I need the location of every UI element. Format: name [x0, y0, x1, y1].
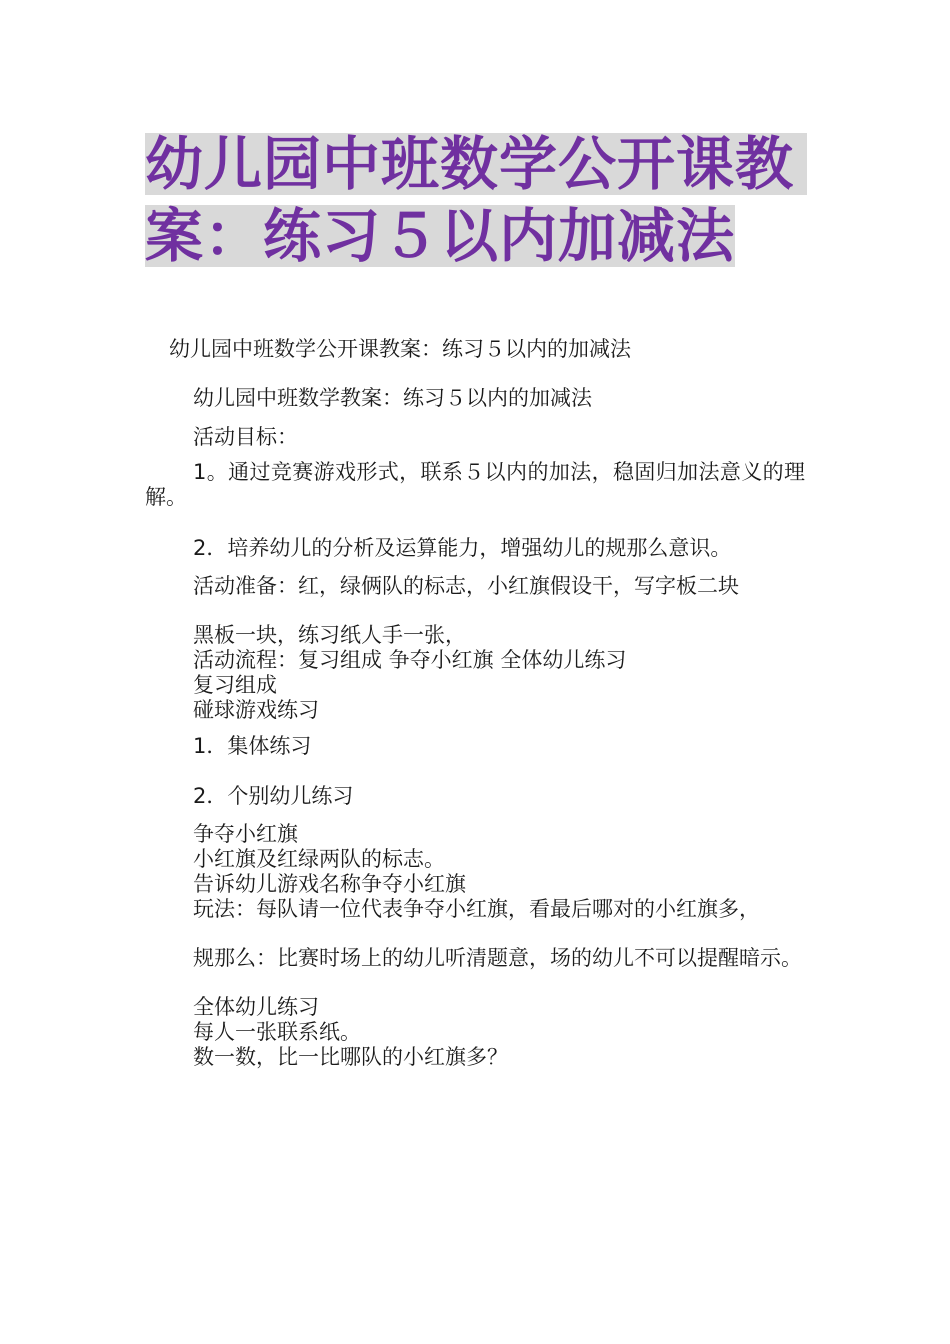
- paragraph-ball-game: 碰球游戏练习: [193, 698, 319, 722]
- document-subtitle: 幼儿园中班数学公开课教案：练习５以内的加减法: [169, 337, 631, 361]
- paragraph-flag-game: 争夺小红旗: [193, 822, 298, 846]
- document-title-line-2: 案：练习５以内加减法: [145, 202, 736, 270]
- paragraph-review: 复习组成: [193, 673, 277, 697]
- paragraph-goals-label: 活动目标：: [193, 425, 298, 449]
- paragraph-preparation: 活动准备：红，绿俩队的标志，小红旗假设干，写字板二块: [193, 574, 739, 598]
- paragraph-goal-2: 2．培养幼儿的分析及运算能力，增强幼儿的规那么意识。: [193, 536, 732, 560]
- paragraph-goal-1: 1。通过竞赛游戏形式，联系５以内的加法，稳固归加法意义的理解。: [145, 460, 805, 509]
- paragraph-materials: 黑板一块，练习纸人手一张，: [193, 623, 466, 647]
- paragraph-individual-practice: 2．个别幼儿练习: [193, 784, 354, 808]
- paragraph-gameplay: 玩法：每队请一位代表争夺小红旗，看最后哪对的小红旗多，: [193, 897, 760, 921]
- paragraph-group-practice: 1．集体练习: [193, 734, 312, 758]
- paragraph-process: 活动流程：复习组成 争夺小红旗 全体幼儿练习: [193, 648, 627, 672]
- paragraph-game-name: 告诉幼儿游戏名称争夺小红旗: [193, 872, 466, 896]
- document-title-line-1: 幼儿园中班数学公开课教: [145, 133, 807, 195]
- paragraph-heading: 幼儿园中班数学教案：练习５以内的加减法: [193, 386, 592, 410]
- paragraph-flag-materials: 小红旗及红绿两队的标志。: [193, 847, 445, 871]
- paragraph-whole-class: 全体幼儿练习: [193, 995, 319, 1019]
- paragraph-rules: 规那么：比赛时场上的幼儿听清题意，场的幼儿不可以提醒暗示。: [193, 946, 802, 970]
- paragraph-worksheet: 每人一张联系纸。: [193, 1020, 361, 1044]
- paragraph-count: 数一数，比一比哪队的小红旗多？: [193, 1045, 508, 1069]
